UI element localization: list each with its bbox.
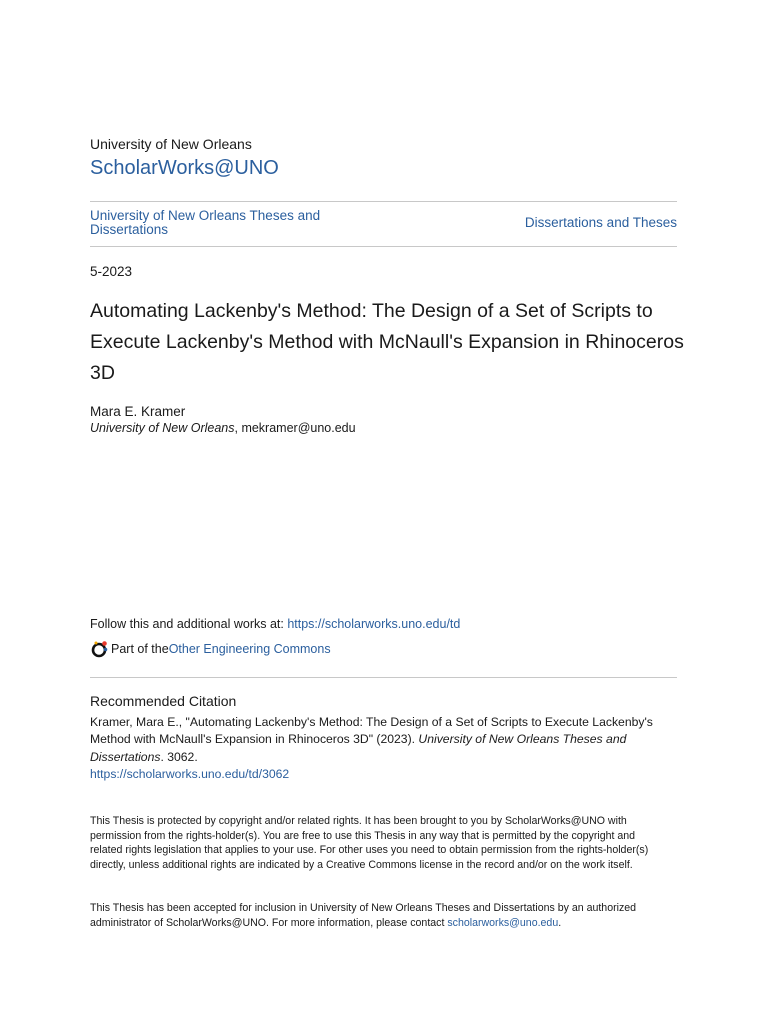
follow-line — [90, 617, 460, 631]
collection-link-dissertations[interactable]: Dissertations and Theses — [524, 215, 677, 230]
affiliation-name: University of New Orleans — [90, 421, 235, 435]
part-of-line — [90, 640, 331, 658]
document-title: Automating Lackenby's Method: The Design of a Set of Scripts to Execute Lackenby's Method with McNaull's Expansion in Rhinoceros 3D — [90, 300, 684, 384]
institution-name: University of New Orleans — [90, 136, 252, 152]
copyright-notice: This Thesis is protected by copyright and/or related rights. It has been brought to you by ScholarWorks@UNO with permission from the rights-holder(s). You are free to use this Thesis in any way that is permitted by the copyright and related rights legislation that applies to your use. For other uses you need to obtain permission from the rights-holder(s) directly, unless additional rights are indicated by a Creative Commons license in the record and/or on the work itself. — [90, 815, 649, 871]
author-email: , mekramer@uno.edu — [234, 421, 356, 435]
acceptance-end: . — [558, 916, 562, 929]
acceptance-text: This Thesis has been accepted for inclusion in University of New Orleans Theses and Dissertations by an authorized administrator of ScholarWorks@UNO. For more information, please contact — [90, 902, 637, 929]
citation-text — [90, 714, 670, 783]
follow-label: Follow this and additional works at: — [90, 617, 288, 631]
citation-series: University of New Orleans Theses and Dissertations — [90, 732, 627, 764]
collection-link-theses[interactable]: University of New Orleans Theses and Dissertations — [90, 208, 321, 237]
citation-main: Kramer, Mara E., "Automating Lackenby's Method: The Design of a Set of Scripts to Execute Lackenby's Method with McNaull's Expansion in Rhinoceros 3D" (2023). — [90, 715, 653, 747]
citation-heading: Recommended Citation — [90, 693, 237, 709]
commons-network-icon — [90, 640, 108, 658]
divider-collections — [90, 246, 677, 247]
follow-url-link[interactable]: https://scholarworks.uno.edu/td — [287, 617, 461, 631]
author-name: Mara E. Kramer — [90, 404, 186, 419]
commons-link[interactable]: Other Engineering Commons — [168, 642, 331, 656]
citation-number: . 3062. — [160, 749, 198, 764]
repository-link[interactable]: ScholarWorks@UNO — [90, 157, 279, 179]
citation-url-link[interactable]: https://scholarworks.uno.edu/td/3062 — [90, 766, 290, 781]
acceptance-notice — [90, 901, 670, 930]
contact-email-link[interactable]: scholarworks@uno.edu — [447, 916, 559, 929]
divider-top — [90, 201, 677, 202]
divider-citation — [90, 677, 677, 678]
author-affiliation — [90, 421, 356, 435]
part-of-label: Part of the — [111, 642, 169, 656]
publication-date: 5-2023 — [90, 264, 133, 279]
